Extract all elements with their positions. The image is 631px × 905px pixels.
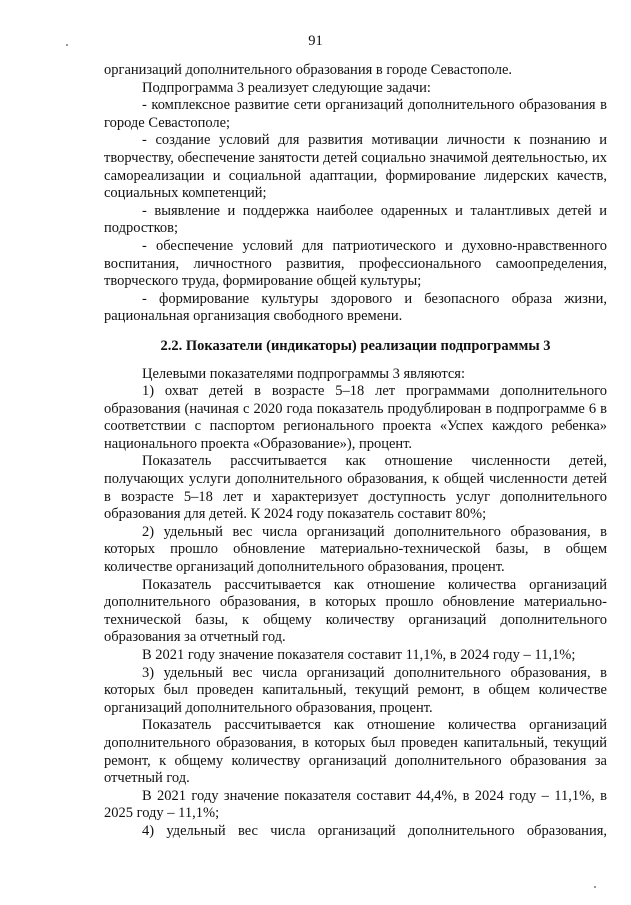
list-item: - выявление и поддержка наиболее одаренных и талантливых детей и подростков;: [104, 202, 607, 237]
list-item: 2) удельный вес числа организаций дополнительного образования, в которых прошло обновление материально-технической базы, в общем количестве организаций дополнительного образования, процент.: [104, 523, 607, 576]
paragraph: Показатель рассчитывается как отношение количества организаций дополнительного образования, в которых был проведен капитальный, текущий ремонт, к общему количеству организаций дополнительного образования за отчетный год.: [104, 717, 607, 787]
list-item: - формирование культуры здорового и безопасного образа жизни, рациональная организация свободного времени.: [104, 290, 607, 325]
section-heading: 2.2. Показатели (индикаторы) реализации подпрограммы 3: [160, 337, 551, 354]
paragraph: Целевыми показателями подпрограммы 3 являются:: [142, 365, 466, 382]
list-item: 3) удельный вес числа организаций дополнительного образования, в которых был проведен капитальный, текущий ремонт, в общем количестве организаций дополнительного образования, процент.: [104, 664, 607, 716]
paragraph: организаций дополнительного образования в городе Севастополе.: [104, 62, 513, 78]
page-number: 91: [308, 33, 323, 49]
paragraph: Подпрограмма 3 реализует следующие задачи:: [142, 79, 431, 96]
paragraph: Показатель рассчитывается как отношение количества организаций дополнительного образования, в которых прошло обновление материально-технической базы, к общему количеству организаций дополнительного образования за отчетный год.: [104, 576, 607, 646]
paragraph: В 2021 году значение показателя составит 11,1%, в 2024 году – 11,1%;: [142, 647, 576, 663]
list-item: 4) удельный вес числа организаций дополнительного образования,: [142, 822, 607, 839]
scan-speck: [66, 44, 68, 46]
list-item: - обеспечение условий для патриотического и духовно-нравственного воспитания, личностного развития, профессионального самоопределения, творческого труда, формирование общей культуры;: [104, 237, 607, 290]
paragraph: Показатель рассчитывается как отношение численности детей, получающих услуги дополнительного образования, к общей численности детей в возрасте 5–18 лет и характеризует доступность услуг дополнительного образования для детей. К 2024 году показатель составит 80%;: [104, 453, 607, 523]
list-item: 1) охват детей в возрасте 5–18 лет программами дополнительного образования (начиная с 2020 года показатель продублирован в подпрограмме 6 в соответствии с паспортом регионального проекта «Успех каждого ребенка» национального проекта «Образование»), процент.: [104, 383, 607, 452]
document-body: [104, 62, 607, 841]
list-item: - комплексное развитие сети организаций дополнительного образования в городе Севастополе;: [104, 97, 607, 131]
list-item: - создание условий для развития мотивации личности к познанию и творчеству, обеспечение занятости детей социально значимой деятельностью, их самореализации и социальной адаптации, формирование лидерских качеств, социальных компетенций;: [104, 132, 607, 202]
scan-speck: [594, 886, 596, 888]
paragraph: В 2021 году значение показателя составит 44,4%, в 2024 году – 11,1%, в 2025 году – 11,1%;: [104, 787, 607, 822]
